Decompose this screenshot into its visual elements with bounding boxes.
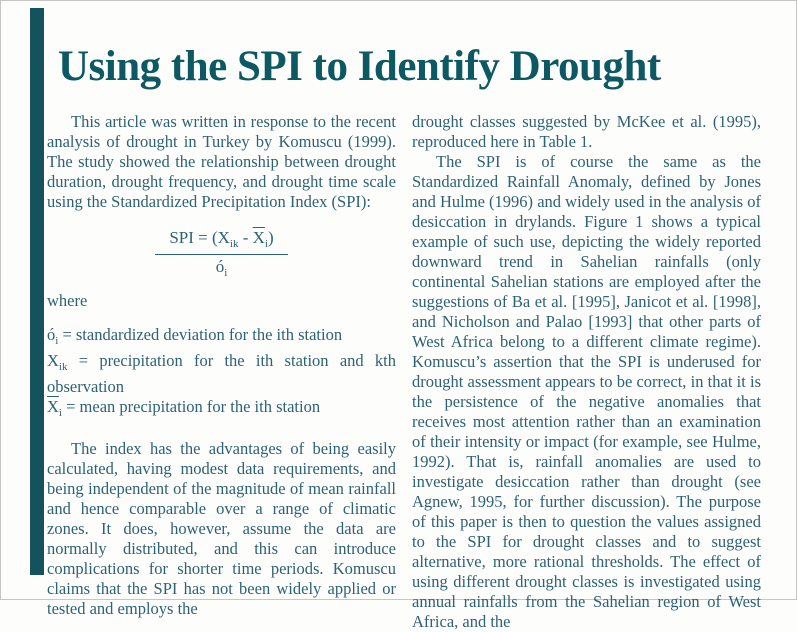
definition-xik xyxy=(47,351,396,397)
formula-subscript-i: i xyxy=(264,238,268,250)
continuation-paragraph: drought classes suggested by McKee et al. (1995), reproduced here in Table 1. xyxy=(412,112,761,151)
def-text: = mean precipitation for the ith station xyxy=(61,397,321,416)
def-text: = standardized deviation for the ith station xyxy=(58,325,343,344)
spi-discussion-paragraph: The SPI is of course the same as the Standardized Rainfall Anomaly, defined by Jones and Hulme (1996) and widely used in the analysis of desiccation in drylands. Figure 1 shows a typical example of such use, depicting the widely reported downward trend in Sahelian rainfalls (only continental Sahelian stations are employed after the suggestions of Ba et al. [1995], Janicot et al. [1998], and Nicholson and Palao [1993] that other parts of West Africa belong to a different climate regime). Komuscu’s assertion that the SPI is underused for drought assessment appears to be correct, in that it is the persistence of the negative anomalies that receives most attention rather than an examination of their intensity or impact (for example, see Hulme, 1992). That is, rainfall anomalies are used to investigate desiccation rather than drought (see Agnew, 1995, for further discussion). The purpose of this paper is then to question the values assigned to the SPI for drought classes and to suggest alternative, more rational thresholds. The effect of using different drought classes is investigated using annual rainfalls from the Sahelian region of West Africa, and the xyxy=(412,152,761,631)
formula-denominator xyxy=(155,255,287,279)
article-body xyxy=(47,112,761,632)
def-text: = precipitation for the ith station and kth observation xyxy=(47,351,396,396)
definition-xbar xyxy=(47,397,396,423)
where-label: where xyxy=(47,291,88,310)
formula-xbar: $\overline{X}$ xyxy=(252,228,265,247)
formula-numerator xyxy=(155,228,287,255)
intro-paragraph: This article was written in response to the recent analysis of drought in Turkey by Komuscu (1999). The study showed the relationship between drought duration, drought frequency, and drought time scale using the Standardized Precipitation Index (SPI): xyxy=(47,112,396,211)
formula-sigma-subscript: i xyxy=(224,267,228,279)
right-column xyxy=(412,112,761,632)
definition-sigma xyxy=(47,325,396,351)
formula-close-paren: ) xyxy=(268,228,274,247)
def-symbol: X xyxy=(47,351,59,370)
def-symbol: ó xyxy=(47,325,56,344)
spi-formula xyxy=(155,228,287,279)
formula-text: SPI = (X xyxy=(169,228,230,247)
index-advantages-paragraph: The index has the advantages of being easily calculated, having modest data requirements, and being independent of the magnitude of mean rainfall and hence comparable over a range of climatic zones. It does, however, assume the data are normally distributed, and this can introduce complications for shorter time periods. Komuscu claims that the SPI has not been widely applied or tested and employs the xyxy=(47,439,396,618)
left-column xyxy=(47,112,396,632)
formula-sigma: ó xyxy=(215,257,225,276)
def-subscript: i xyxy=(58,407,62,419)
variable-definitions xyxy=(47,325,396,423)
formula-minus: - xyxy=(238,228,253,247)
formula-subscript-ik: ik xyxy=(229,238,239,250)
left-accent-bar xyxy=(30,8,44,575)
def-subscript: i xyxy=(55,335,59,347)
def-subscript: ik xyxy=(58,361,68,373)
def-symbol: $\overline{X}$ xyxy=(47,397,59,416)
page-title: Using the SPI to Identify Drought xyxy=(58,42,661,90)
